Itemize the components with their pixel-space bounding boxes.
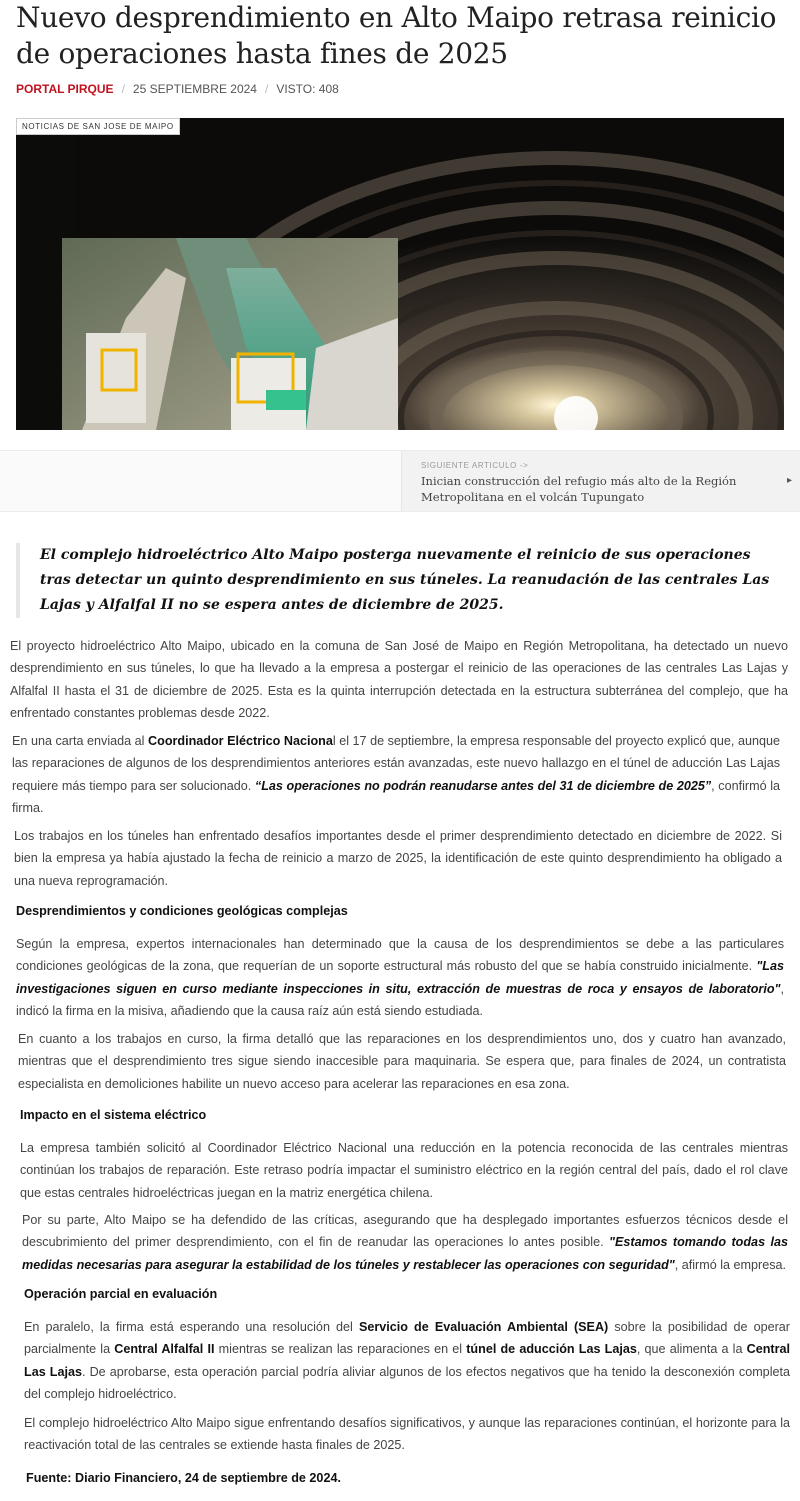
paragraph-7: [22, 1209, 788, 1276]
quote-span: "Estamos tomando todas las medidas necesarias para asegurar la estabilidad de los túneles y restablecer las operaciones con seguridad": [22, 1235, 788, 1272]
text-span: , que alimenta a la: [636, 1342, 747, 1357]
section-heading-2: Impacto en el sistema eléctrico: [20, 1108, 207, 1122]
paragraph-2: [12, 730, 780, 819]
tunnel-photo: [16, 118, 784, 430]
quote-span: “Las operaciones no podrán reanudarse antes del 31 de diciembre de 2025”: [254, 778, 712, 793]
article-title: Nuevo desprendimiento en Alto Maipo retrasa reinicio de operaciones hasta fines de 2025: [16, 1, 777, 70]
text-span: En paralelo, la firma está esperando una resolución del: [24, 1320, 359, 1334]
hero-image: [16, 118, 784, 430]
paragraph-4: [16, 933, 784, 1022]
next-article-label: SIGUIENTE ARTICULO ->: [421, 461, 529, 470]
paragraph-3: Los trabajos en los túneles han enfrentado desafíos importantes desde el primer desprendimiento detectado en diciembre de 2022. Si bien la empresa ya había ajustado la fecha de reinicio a marzo de 2025, la identificación de este quinto desprendimiento ha obligado a una nueva reprogramación.: [14, 829, 782, 888]
alfalfal-mention: Central Alfalfal II: [114, 1342, 215, 1357]
text-span: mientras se realizan las reparaciones en el: [214, 1342, 467, 1357]
text-span: Según la empresa, expertos internacionales han determinado que la causa de los desprendimientos se debe a las particulares condiciones geológicas de la zona, que requerían de un soporte estructural más robusto del que se había construido inicialmente.: [16, 937, 784, 974]
sea-mention: Servicio de Evaluación Ambiental (SEA): [358, 1320, 609, 1334]
text-span: Por su parte, Alto Maipo se ha defendido de las críticas, asegurando que ha desplegado importantes esfuerzos técnicos desde el descubrimiento del primer desprendimiento, con el fin de reanudar las operaciones lo antes posible.: [22, 1213, 788, 1250]
text-span: , confirmó la firma.: [12, 778, 780, 815]
chevron-right-icon[interactable]: ▸: [786, 475, 792, 486]
text-span: , indicó la firma en la misiva, añadiendo que la causa raíz aún está siendo estudiada.: [16, 981, 784, 1018]
next-article-title[interactable]: Inician construcción del refugio más alto de la Región Metropolitana en el volcán Tupungato: [421, 474, 737, 504]
source-credit: Fuente: Diario Financiero, 24 de septiembre de 2024.: [26, 1471, 341, 1485]
text-span: En una carta enviada al: [12, 734, 149, 748]
las-lajas-mention: Central Las Lajas: [24, 1342, 791, 1379]
next-article-link[interactable]: [401, 451, 800, 511]
author-link[interactable]: PORTAL PIRQUE: [16, 82, 114, 96]
text-span: l el 17 de septiembre, la empresa responsable del proyecto explicó que, aunque las reparaciones de algunos de los desprendimientos anteriores están avanzadas, este nuevo hallazgo en el túnel de aducción Las Lajas requiere más tiempo para ser solucionado.: [12, 734, 780, 793]
paragraph-5: En cuanto a los trabajos en curso, la firma detalló que las reparaciones en los desprendimientos uno, dos y cuatro han avanzado, mientras que el desprendimiento tres sigue siendo inaccesible para maquinaria. Se espera que, para finales de 2024, un contratista especialista en demoliciones habilite un nuevo acceso para acelerar las reparaciones en esa zona.: [18, 1032, 786, 1091]
text-span: , afirmó la empresa.: [674, 1257, 787, 1272]
view-count: VISTO: 408: [276, 82, 339, 96]
article-navigation: [0, 450, 800, 512]
quote-span: "Las investigaciones siguen en curso mediante inspecciones in situ, extracción de muestras de roca y ensayos de laboratorio": [16, 959, 784, 996]
tunnel-mention: túnel de aducción Las Lajas: [466, 1342, 637, 1357]
meta-separator: /: [264, 82, 269, 96]
inset-photo: [62, 238, 398, 430]
lead-quote: El complejo hidroeléctrico Alto Maipo posterga nuevamente el reinicio de sus operaciones tras detectar un quinto desprendimiento en sus túneles. La reanudación de las centrales Las Lajas y Alfalfal II no se espera antes de diciembre de 2025.: [16, 543, 786, 618]
meta-separator: /: [121, 82, 125, 96]
section-heading-3: Operación parcial en evaluación: [24, 1287, 218, 1301]
coordinador-link: Coordinador Eléctrico Naciona: [148, 734, 333, 748]
previous-article: [0, 451, 401, 511]
paragraph-9: El complejo hidroeléctrico Alto Maipo sigue enfrentando desafíos significativos, y aunque las reparaciones continúan, el horizonte para la reactivación total de las centrales se extiende hasta finales de 2025.: [24, 1416, 790, 1453]
publish-date: 25 SEPTIEMBRE 2024: [132, 82, 257, 96]
paragraph-8: [24, 1316, 790, 1405]
section-heading-1: Desprendimientos y condiciones geológicas complejas: [16, 904, 348, 918]
text-span: sobre la posibilidad de operar parcialmente la: [24, 1320, 790, 1357]
paragraph-6: La empresa también solicitó al Coordinador Eléctrico Nacional una reducción en la potencia reconocida de las centrales mientras continúan los trabajos de reparación. Este retraso podría impactar el suministro eléctrico en la región central del país, dado el rol clave que estas centrales hidroeléctricas juegan en la matriz energética chilena.: [20, 1141, 788, 1200]
category-tag[interactable]: NOTICIAS DE SAN JOSE DE MAIPO: [16, 118, 180, 135]
paragraph-1: El proyecto hidroeléctrico Alto Maipo, ubicado en la comuna de San José de Maipo en Región Metropolitana, ha detectado un nuevo desprendimiento en sus túneles, lo que ha llevado a la empresa a postergar el reinicio de las operaciones de las centrales Las Lajas y Alfalfal II hasta el 31 de diciembre de 2025. Esta es la quinta interrupción detectada en la estructura subterránea del complejo, que ha enfrentado constantes problemas desde 2022.: [10, 639, 788, 720]
article-meta: [16, 82, 339, 96]
text-span: . De aprobarse, esta operación parcial podría aliviar algunos de los efectos negativos que ha tenido la desconexión completa del complejo hidroeléctrico.: [24, 1364, 790, 1401]
